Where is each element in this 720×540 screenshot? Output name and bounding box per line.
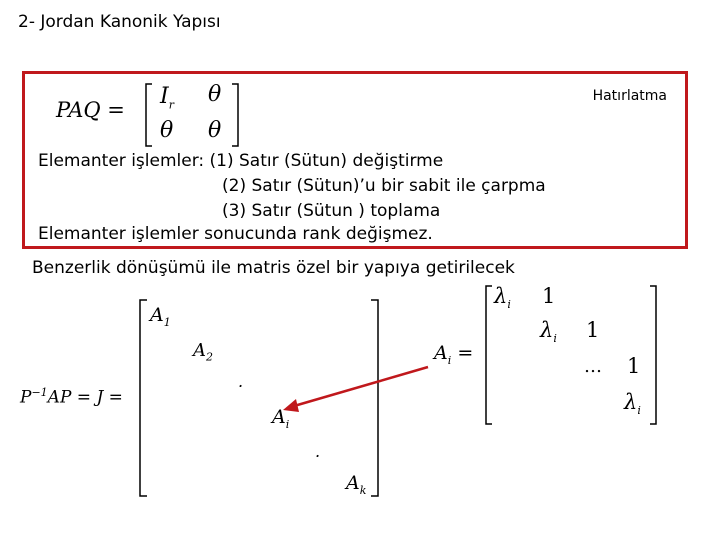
diag-dot-1: . xyxy=(238,372,244,391)
similarity-text: Benzerlik dönüşümü ile matris özel bir yapıya getirilecek xyxy=(32,258,515,278)
jordan-lambda-2: $\lambda_i$ xyxy=(540,318,557,346)
ops-line-3: (3) Satır (Sütun ) toplama xyxy=(222,201,441,221)
block-ak: $A_k$ xyxy=(346,472,367,497)
block-a1: $A_1$ xyxy=(150,304,171,329)
paq-lhs: PAQ = xyxy=(56,98,125,122)
jordan-ellipsis: … xyxy=(584,356,602,377)
block-ai: $A_i$ xyxy=(272,406,290,431)
ai-label: $A_i$ = xyxy=(434,342,474,367)
paq-m21: θ xyxy=(160,118,174,143)
jordan-lambda-1: $\lambda_i$ xyxy=(494,284,511,312)
block-a2: $A_2$ xyxy=(193,340,213,364)
ops-line-4: Elemanter işlemler sonucunda rank değişmez. xyxy=(38,224,433,244)
reminder-note: Hatırlatma xyxy=(592,88,667,104)
paq-m11: $I_r$ xyxy=(160,84,174,112)
jordan-one-1: 1 xyxy=(542,284,556,308)
ops-line-2: (2) Satır (Sütun)’u bir sabit ile çarpma xyxy=(222,176,546,196)
ops-line-1: Elemanter işlemler: (1) Satır (Sütun) değiştirme xyxy=(38,151,444,171)
jordan-lambda-3: $\lambda_i$ xyxy=(624,390,641,418)
jordan-one-3: 1 xyxy=(627,354,641,378)
jordan-one-2: 1 xyxy=(586,318,600,342)
jordan-lhs: $P^{-1}AP = J$ = xyxy=(20,386,123,408)
paq-m22: θ xyxy=(208,118,222,143)
paq-m12: θ xyxy=(208,82,222,107)
diag-dot-2: . xyxy=(315,442,321,461)
slide-title: 2- Jordan Kanonik Yapısı xyxy=(18,12,221,32)
